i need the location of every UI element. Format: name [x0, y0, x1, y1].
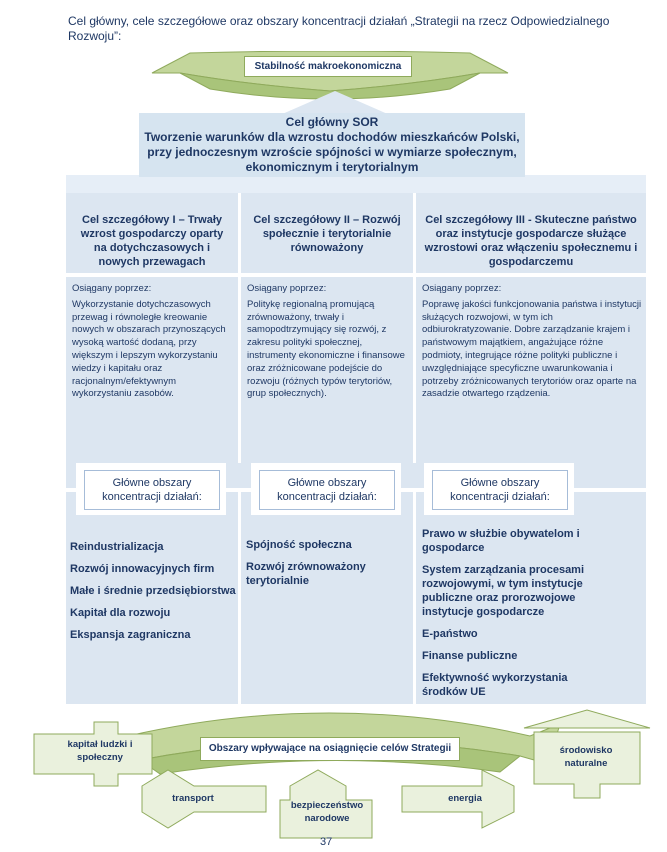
goal-3-achieved — [416, 277, 646, 463]
main-goal-box — [139, 113, 525, 177]
list-item: Spójność społeczna — [246, 539, 352, 551]
list-item: Reindustrializacja — [70, 541, 164, 553]
list-item: Finanse publiczne — [422, 650, 518, 662]
main-goal-text: Tworzenie warunków dla wzrostu dochodów mieszkańców Polski, przy jednoczesnym wzroście spójności w wymiarze społecznym, ekonomicznym i terytorialnym — [144, 130, 520, 174]
list-item: E-państwo — [422, 628, 478, 640]
goal-1-achieved-label: Osiągany poprzez: — [72, 283, 152, 294]
goal-1-areas-label: Główne obszary koncentracji działań: — [84, 470, 220, 510]
goal-3-achieved-text: Poprawę jakości funkcjonowania państwa i instytucji służących rozwojowi, w tym ich odbiurokratyzowanie. Dobre zarządzanie krajem i państwowym majątkiem, angażujące różne podmioty, integrujące różne polityki publiczne i uwzględniające specyficzne uwarunkowania i potrzeby zróżnicowanych terytoriów oraz oparte na zasadzie otwartego rządzenia. — [422, 298, 642, 400]
list-item: Kapitał dla rozwoju — [70, 607, 171, 619]
goal-1-areas-list — [70, 540, 236, 650]
goal-3-heading: Cel szczegółowy III - Skuteczne państwo oraz instytucje gospodarcze służące wzrostowi oraz włączeniu społecznemu i gospodarczemu — [416, 193, 646, 273]
intro-text: Cel główny, cele szczegółowe oraz obszary koncentracji działań „Strategii na rzecz Odpowiedzialnego Rozwoju”: — [68, 14, 610, 43]
goal-2-areas-panel — [241, 492, 413, 704]
goal-2-achieved-text: Politykę regionalną promującą zrównoważony, trwały i samopodtrzymujący się rozwój, z zakresu polityki społecznej, instrumenty ekonomiczne i finansowe oraz zróżnicowane podejście do rozwoju (różnych typów terytoriów, grup społecznych). — [247, 298, 405, 400]
factor-srodowisko-label: środowisko naturalne — [559, 745, 613, 769]
goal-2-areas-list — [246, 538, 406, 596]
list-item: Rozwój zrównoważony terytorialnie — [246, 561, 366, 587]
goal-3-achieved-label: Osiągany poprzez: — [422, 283, 502, 294]
factor-kapital-label: kapitał ludzki i społeczny — [67, 739, 133, 763]
goal-2-achieved — [241, 277, 413, 463]
goal-base-band — [66, 175, 646, 193]
goal-1-achieved — [66, 277, 238, 463]
factor-bezpieczenstwo-label: bezpieczeństwo narodowe — [290, 800, 364, 824]
list-item: System zarządzania procesami rozwojowymi, w tym instytucje publiczne oraz prorozwojowe instytucje gospodarcze — [422, 564, 585, 618]
bottom-factors-graphic — [0, 700, 667, 852]
factor-energia-label: energia — [448, 793, 482, 804]
page-number: 37 — [320, 836, 333, 848]
up-arrow-shape — [280, 91, 390, 115]
main-goal-title: Cel główny SOR — [285, 115, 379, 129]
goal-3-areas-label: Główne obszary koncentracji działań: — [432, 470, 568, 510]
list-item: Prawo w służbie obywatelom i gospodarce — [422, 528, 580, 554]
factor-transport-label: transport — [172, 793, 214, 804]
goal-2-areas-label: Główne obszary koncentracji działań: — [259, 470, 395, 510]
goal-1-heading: Cel szczegółowy I – Trwały wzrost gospodarczy oparty na dotychczasowych i nowych przewagach — [66, 193, 238, 273]
list-item: Efektywność wykorzystania środków UE — [422, 672, 568, 698]
goal-2-heading: Cel szczegółowy II – Rozwój społecznie i terytorialnie równoważony — [241, 193, 413, 273]
list-item: Rozwój innowacyjnych firm — [70, 563, 215, 575]
goal-2-achieved-label: Osiągany poprzez: — [247, 283, 327, 294]
list-item: Małe i średnie przedsiębiorstwa — [70, 585, 236, 597]
list-item: Ekspansja zagraniczna — [70, 629, 191, 641]
macro-stability-label: Stabilność makroekonomiczna — [244, 56, 412, 77]
bottom-banner-label: Obszary wpływające na osiągnięcie celów Strategii — [200, 737, 460, 761]
goal-1-achieved-text: Wykorzystanie dotychczasowych przewag i równoległe kreowanie nowych w obszarach przynoszących wysoką wartość dodaną, przy większym i lepszym wykorzystaniu wiedzy i kapitału oraz racjonalnym/efektywnym wykorzystaniu zasobów. — [72, 298, 226, 400]
goal-3-areas-list — [422, 527, 592, 707]
